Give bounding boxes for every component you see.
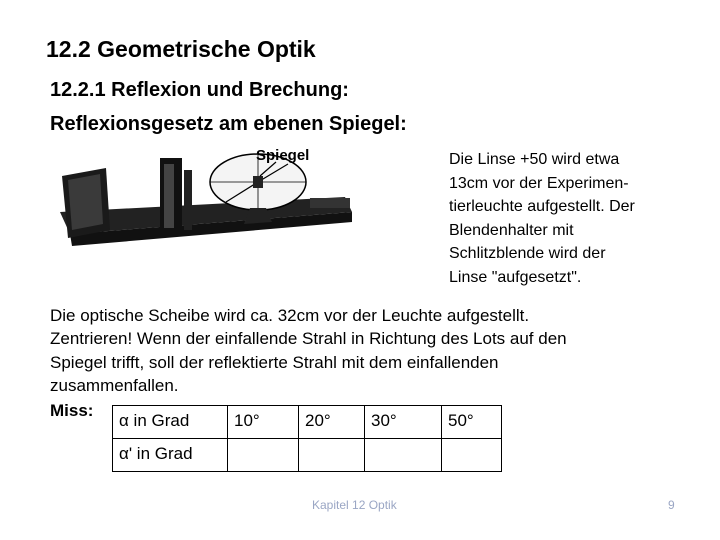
subsection-heading: Reflexionsgesetz am ebenen Spiegel: <box>50 113 407 135</box>
measurement-table <box>112 405 502 472</box>
side-text-line: 13cm vor der Experimen- <box>449 174 629 192</box>
body-text-line: Die optische Scheibe wird ca. 32cm vor der Leuchte aufgestellt. <box>50 306 530 325</box>
table-row <box>113 406 502 439</box>
miss-label: Miss: <box>50 401 94 420</box>
spiegel-label: Spiegel <box>256 147 310 164</box>
table-cell[interactable] <box>442 439 502 472</box>
slide-title: 12.2 Geometrische Optik <box>46 36 316 62</box>
table-cell: α' in Grad <box>113 439 228 472</box>
table-cell[interactable] <box>365 439 442 472</box>
table-cell: α in Grad <box>113 406 228 439</box>
side-text-line: Linse "aufgesetzt". <box>449 268 582 286</box>
mirror-apparatus-photo <box>60 142 360 260</box>
body-text-line: zusammenfallen. <box>50 376 179 396</box>
table-cell: 30° <box>365 406 442 439</box>
side-text-line: tierleuchte aufgestellt. Der <box>449 198 635 216</box>
side-text-line: Die Linse +50 wird etwa <box>449 151 620 168</box>
side-text-line: Schlitzblende wird der <box>449 245 606 263</box>
lens-instructions <box>449 148 689 290</box>
side-text-line: Blendenhalter mit <box>449 221 574 239</box>
table-cell: 50° <box>442 406 502 439</box>
page-number: 9 <box>668 498 675 512</box>
disc-instructions <box>50 304 567 398</box>
table-cell: 10° <box>228 406 299 439</box>
footer-chapter: Kapitel 12 Optik <box>312 498 397 512</box>
table-cell[interactable] <box>228 439 299 472</box>
table-row <box>113 439 502 472</box>
table-cell[interactable] <box>299 439 365 472</box>
body-text-line: Zentrieren! Wenn der einfallende Strahl in Richtung des Lots auf den <box>50 329 567 349</box>
body-text-line: Spiegel trifft, soll der reflektierte Strahl mit dem einfallenden <box>50 352 499 372</box>
table-cell: 20° <box>299 406 365 439</box>
section-heading: 12.2.1 Reflexion und Brechung: <box>50 79 349 101</box>
